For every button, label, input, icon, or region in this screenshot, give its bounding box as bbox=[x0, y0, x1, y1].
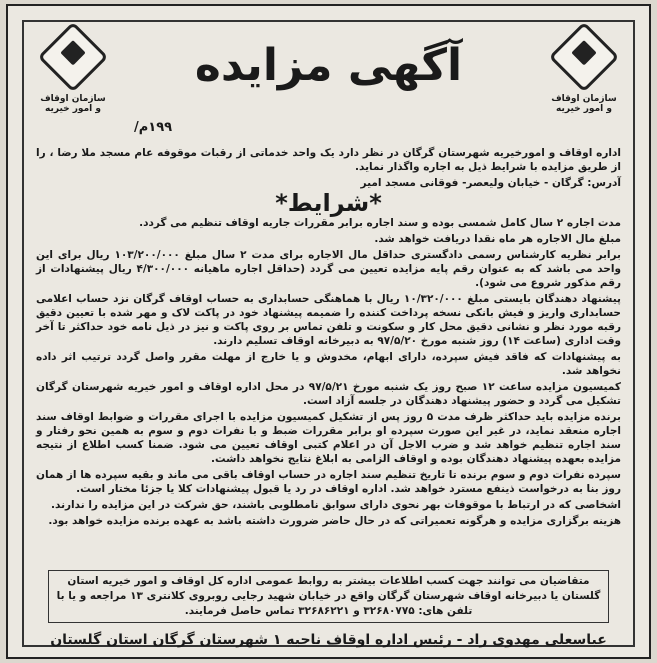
notice-body bbox=[36, 146, 621, 530]
signature: عباسعلی مهدوی راد - رئیس اداره اوقاف ناحیه ۱ شهرستان گرگان استان گلستان bbox=[50, 632, 607, 648]
condition-item: پیشنهاد دهندگان بایستی مبلغ ۱۰/۳۲۰/۰۰۰ ریال با هماهنگی حسابداری به حساب اوقاف گرگان نزد حساب اعلامی حسابداری واریز و فیش بانکی نسخه پرداخت کننده را ضمیمه پیشنهاد خود در پاکت لاک و مهر شده با تعیین دقیق رقبه مورد نظر و نشانی دقیق محل کار و سکونت و تلفن تماس بر روی پاکت و نیز در ذیل نامه خود حداکثر تا آخر وقت اداری (ساعت ۱۴) روز شنبه مورخ ۹۷/۵/۲۰ به دبیرخانه اوقاف تسلیم دارند. bbox=[36, 293, 621, 347]
condition-item: مدت اجاره ۲ سال کامل شمسی بوده و سند اجاره برابر مقررات جاریه اوقاف تنظیم می گردد. bbox=[139, 217, 621, 229]
logo-caption-left: سازمان اوقاف و امور خیریه bbox=[40, 94, 106, 114]
contact-info: متقاضیان می توانند جهت کسب اطلاعات بیشتر به روابط عمومی اداره کل اوقاف و امور خیریه استان گلستان یا دبیرخانه اوقاف شهرستان گرگان واقع در خیابان شهید رجایی روبروی کلانتری ۱۳ مراجعه و یا با تلفن های: ۳۲۶۸۰۷۷۵ و ۳۲۶۸۶۲۲۱ تماس حاصل فرمایند. bbox=[48, 570, 609, 623]
condition-item: مبلغ مال الاجاره هر ماه نقدا دریافت خواهد شد. bbox=[374, 233, 621, 245]
address-line: آدرس: گرگان - خیابان ولیعصر- فوقانی مسجد امیر bbox=[360, 177, 621, 189]
condition-item: برنده مزایده باید حداکثر ظرف مدت ۵ روز پس از تشکیل کمیسیون مزایده با اجرای مقررات و ضوابط اوقاف سند اجاره منعقد نماید، در غیر این صورت سپرده او برابر مقررات ضبط و با نفرات دوم و سوم به همین نحو رفتار و سند اجاره تنظیم خواهد شد و ضرب الاجل آن در اعلام کتبی اوقاف تعیین می شود. ضمنا کسب اطلاع از نتیجه مزایده بعهده پیشنهاد دهندگان بوده و اوقاف الزامی به ابلاغ نتایج نخواهد داشت. bbox=[36, 411, 621, 465]
condition-item: سپرده نفرات دوم و سوم برنده تا تاریخ تنظیم سند اجاره در حساب اوقاف باقی می ماند و بقیه سپرده ها از همان روز بنا به درخواست ذینفع مسترد خواهد شد. اداره اوقاف در رد یا قبول پیشنهادات کلا یا جزئا مختار است. bbox=[36, 469, 621, 495]
logo-caption-right: سازمان اوقاف و امور خیریه bbox=[551, 94, 617, 114]
intro-paragraph: اداره اوقاف و امورخیریه شهرستان گرگان در نظر دارد یک واحد خدماتی از رقبات موقوفه عام مسجد ملا رضا ، را از طریق مزایده با شرایط ذیل به اجاره واگذار نماید. bbox=[36, 147, 621, 173]
condition-item: برابر نظریه کارشناس رسمی دادگستری حداقل مال الاجاره برای مدت ۲ سال مبلغ ۱۰۳/۲۰۰/۰۰۰ ریال برای این واحد می باشد که به عنوان رقم پایه مزایده تعیین می گردد (حداقل اجاره ماهیانه ۴/۳۰۰/۰۰۰ ریال پیشنهادات از رقم مذکور شروع می شود). bbox=[36, 249, 621, 289]
conditions-heading: *شرایط* bbox=[275, 189, 382, 217]
condition-item: هزینه برگزاری مزایده و هرگونه تعمیراتی که در حال حاضر ضرورت داشته باشد به عهده برنده مزایده خواهد بود. bbox=[48, 515, 621, 527]
condition-item: به پیشنهادات که فاقد فیش سپرده، دارای ابهام، مخدوش و یا خارج از مهلت مقرر واصل گردد ترتیب اثر داده نخواهد شد. bbox=[36, 351, 621, 377]
notice-number: ۱۹۹م/ bbox=[134, 120, 173, 135]
notice-paper bbox=[6, 4, 651, 659]
condition-item: اشخاصی که در ارتباط با موقوفات بهر نحوی دارای سوابق نامطلوبی باشند، حق شرکت در این مزایده را ندارند. bbox=[51, 499, 621, 511]
condition-item: کمیسیون مزایده ساعت ۱۲ صبح روز یک شنبه مورخ ۹۷/۵/۲۱ در محل اداره اوقاف و امور خیریه شهرستان گرگان تشکیل می گردد و حضور پیشنهاد دهندگان در جلسه آزاد است. bbox=[36, 381, 621, 407]
notice-title: آگهی مزایده bbox=[194, 40, 463, 91]
